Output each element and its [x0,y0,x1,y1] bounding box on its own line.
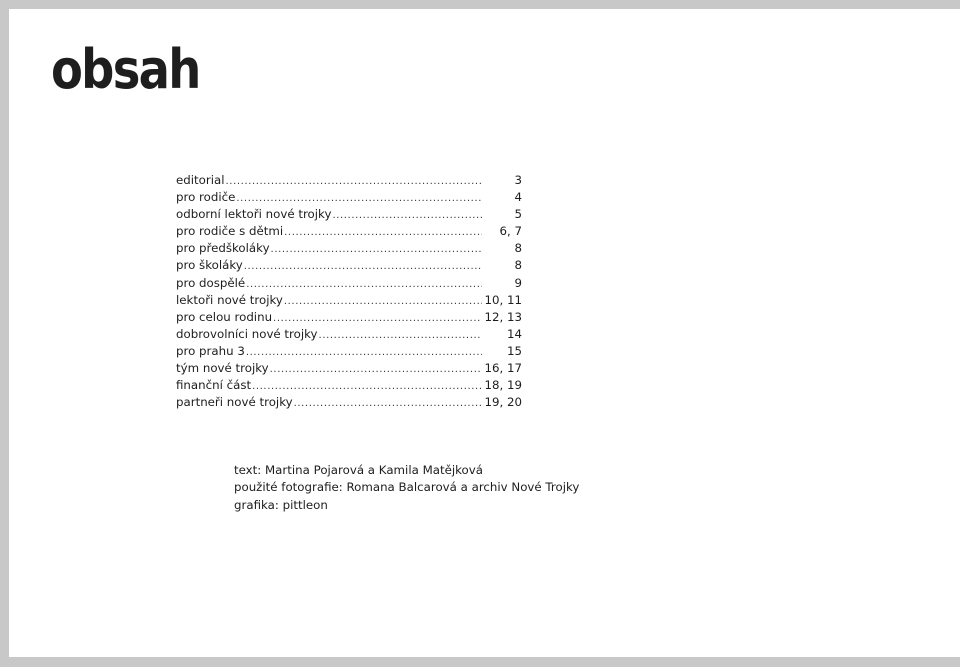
credits [234,462,579,514]
toc-entry-page: 6, 7 [499,224,522,239]
toc-entry-title: pro prahu 3 [176,343,245,358]
toc-entry-page: 8 [514,241,522,256]
toc-entry-page: 4 [514,190,522,205]
toc-entry [176,326,522,343]
toc-entry-title: tým nové trojky [176,361,269,376]
dot-leader [284,224,482,241]
toc-entry-page: 15 [506,343,522,358]
page-title: obsah [51,38,200,101]
toc-entry [176,189,522,206]
toc-entry-page: 14 [506,326,522,341]
credit-photos: použité fotografie: Romana Balcarová a archiv Nové Trojky [234,480,580,495]
dot-leader [284,293,482,310]
toc-entry-title: lektoři nové trojky [176,292,283,307]
toc-entry [176,223,522,240]
toc-entry [176,275,522,292]
dot-leader [332,207,482,224]
dot-leader [271,241,482,258]
toc-entry-page: 10, 11 [484,292,522,307]
toc-entry [176,309,522,326]
toc-entry-title: finanční část [176,378,252,393]
toc-entry-title: pro předškoláky [176,241,270,256]
toc-entry-page: 12, 13 [484,309,522,324]
toc-entry [176,343,522,360]
toc-entry [176,360,522,377]
toc-entry [176,394,522,411]
toc-entry [176,257,522,274]
toc-entry-title: pro školáky [176,258,243,273]
dot-leader [246,344,482,361]
toc-entry-title: editorial [176,173,225,187]
table-of-contents [176,172,522,411]
dot-leader [319,327,482,344]
toc-entry-page: 3 [514,173,522,187]
dot-leader [294,395,482,412]
toc-entry [176,206,522,223]
toc-entry [176,377,522,394]
credit-graphics: grafika: pittleon [234,497,328,512]
toc-entry-title: odborní lektoři nové trojky [176,207,332,222]
toc-entry-page: 9 [514,275,522,290]
dot-leader [273,310,482,327]
toc-entry-title: pro celou rodinu [176,309,273,324]
toc-entry-title: pro dospělé [176,275,246,290]
toc-entry-page: 8 [514,258,522,273]
toc-entry-title: pro rodiče [176,190,236,205]
dot-leader [252,378,482,395]
toc-entry-page: 5 [514,207,522,222]
dot-leader [226,173,482,190]
dot-leader [246,276,482,293]
dot-leader [270,361,482,378]
toc-entry [176,172,522,189]
document-page [9,9,960,657]
toc-entry-page: 18, 19 [484,378,522,393]
dot-leader [244,258,482,275]
toc-entry-title: partneři nové trojky [176,395,293,410]
toc-entry [176,292,522,309]
toc-entry-title: dobrovolníci nové trojky [176,326,318,341]
dot-leader [236,190,482,207]
toc-entry-page: 16, 17 [484,361,522,376]
toc-entry [176,240,522,257]
toc-entry-title: pro rodiče s dětmi [176,224,284,239]
toc-entry-page: 19, 20 [484,395,522,410]
credit-text: text: Martina Pojarová a Kamila Matějková [234,463,483,477]
